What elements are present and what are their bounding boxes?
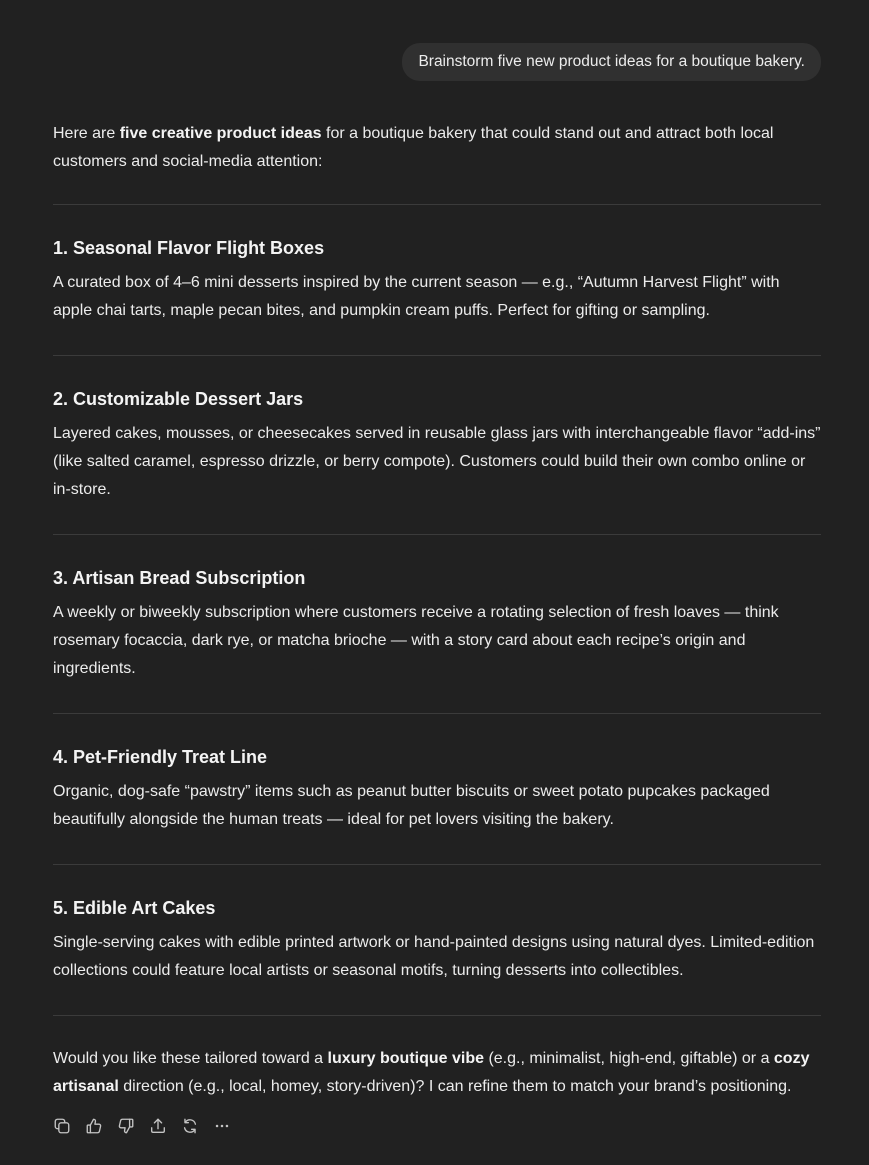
closing-text: Would you like these tailored toward a — [53, 1050, 328, 1067]
idea-section-4 — [53, 714, 821, 864]
thumbs-down-icon — [117, 1117, 135, 1135]
user-message-row — [402, 43, 821, 81]
closing-text: direction (e.g., local, homey, story-driven)? I can refine them to match your brand’s positioning. — [118, 1078, 792, 1095]
closing-text: (e.g., minimalist, high-end, giftable) or a — [484, 1050, 774, 1067]
idea-section-2 — [53, 356, 821, 534]
closing-bold-luxury: luxury boutique vibe — [327, 1050, 484, 1067]
idea-title: 3. Artisan Bread Subscription — [53, 568, 306, 588]
thumbs-up-button[interactable] — [85, 1117, 103, 1135]
regenerate-button[interactable] — [181, 1117, 199, 1135]
more-icon — [213, 1117, 231, 1135]
intro-text: Here are — [53, 125, 120, 142]
intro-text-end: for a boutique bakery that could stand out and attract both local customers and social-media attention: — [53, 125, 774, 170]
idea-body: Single-serving cakes with edible printed artwork or hand-painted designs using natural dyes. Limited-edition collections could feature local artists or seasonal motifs, turning desserts into collectibles. — [53, 934, 815, 979]
closing-bold-cozy: cozy artisanal — [53, 1050, 810, 1095]
closing-section — [53, 1016, 821, 1101]
intro-paragraph — [53, 120, 821, 176]
idea-body: A weekly or biweekly subscription where customers receive a rotating selection of fresh loaves — think rosemary focaccia, dark rye, or matcha brioche — with a story card about each recipe’s origin and ingredients. — [53, 604, 779, 677]
idea-title: 5. Edible Art Cakes — [53, 898, 216, 918]
idea-body: Layered cakes, mousses, or cheesecakes served in reusable glass jars with interchangeable flavor “add-ins” (like salted caramel, espresso drizzle, or berry compote). Customers could build their own combo online or in-store. — [53, 425, 821, 498]
share-icon — [149, 1117, 167, 1135]
idea-title: 1. Seasonal Flavor Flight Boxes — [53, 238, 325, 258]
message-actions — [53, 1117, 821, 1135]
idea-section-3 — [53, 535, 821, 713]
idea-section-5 — [53, 865, 821, 1015]
thumbs-down-button[interactable] — [117, 1117, 135, 1135]
idea-section-1 — [53, 205, 821, 355]
thumbs-up-icon — [85, 1117, 103, 1135]
idea-body: Organic, dog-safe “pawstry” items such as peanut butter biscuits or sweet potato pupcakes packaged beautifully alongside the human treats — ideal for pet lovers visiting the bakery. — [53, 783, 770, 828]
regenerate-icon — [181, 1117, 199, 1135]
more-options-button[interactable] — [213, 1117, 231, 1135]
copy-button[interactable] — [53, 1117, 71, 1135]
idea-body: A curated box of 4–6 mini desserts inspired by the current season — e.g., “Autumn Harvest Flight” with apple chai tarts, maple pecan bites, and pumpkin cream puffs. Perfect for gifting or sampling. — [53, 274, 780, 319]
share-button[interactable] — [149, 1117, 167, 1135]
idea-title: 4. Pet-Friendly Treat Line — [53, 747, 268, 767]
idea-title: 2. Customizable Dessert Jars — [53, 389, 304, 409]
copy-icon — [53, 1117, 71, 1135]
user-message-bubble: Brainstorm five new product ideas for a boutique bakery. — [402, 43, 821, 81]
closing-paragraph — [53, 1045, 821, 1101]
intro-bold-text: five creative product ideas — [119, 125, 322, 142]
assistant-message — [53, 120, 821, 1135]
